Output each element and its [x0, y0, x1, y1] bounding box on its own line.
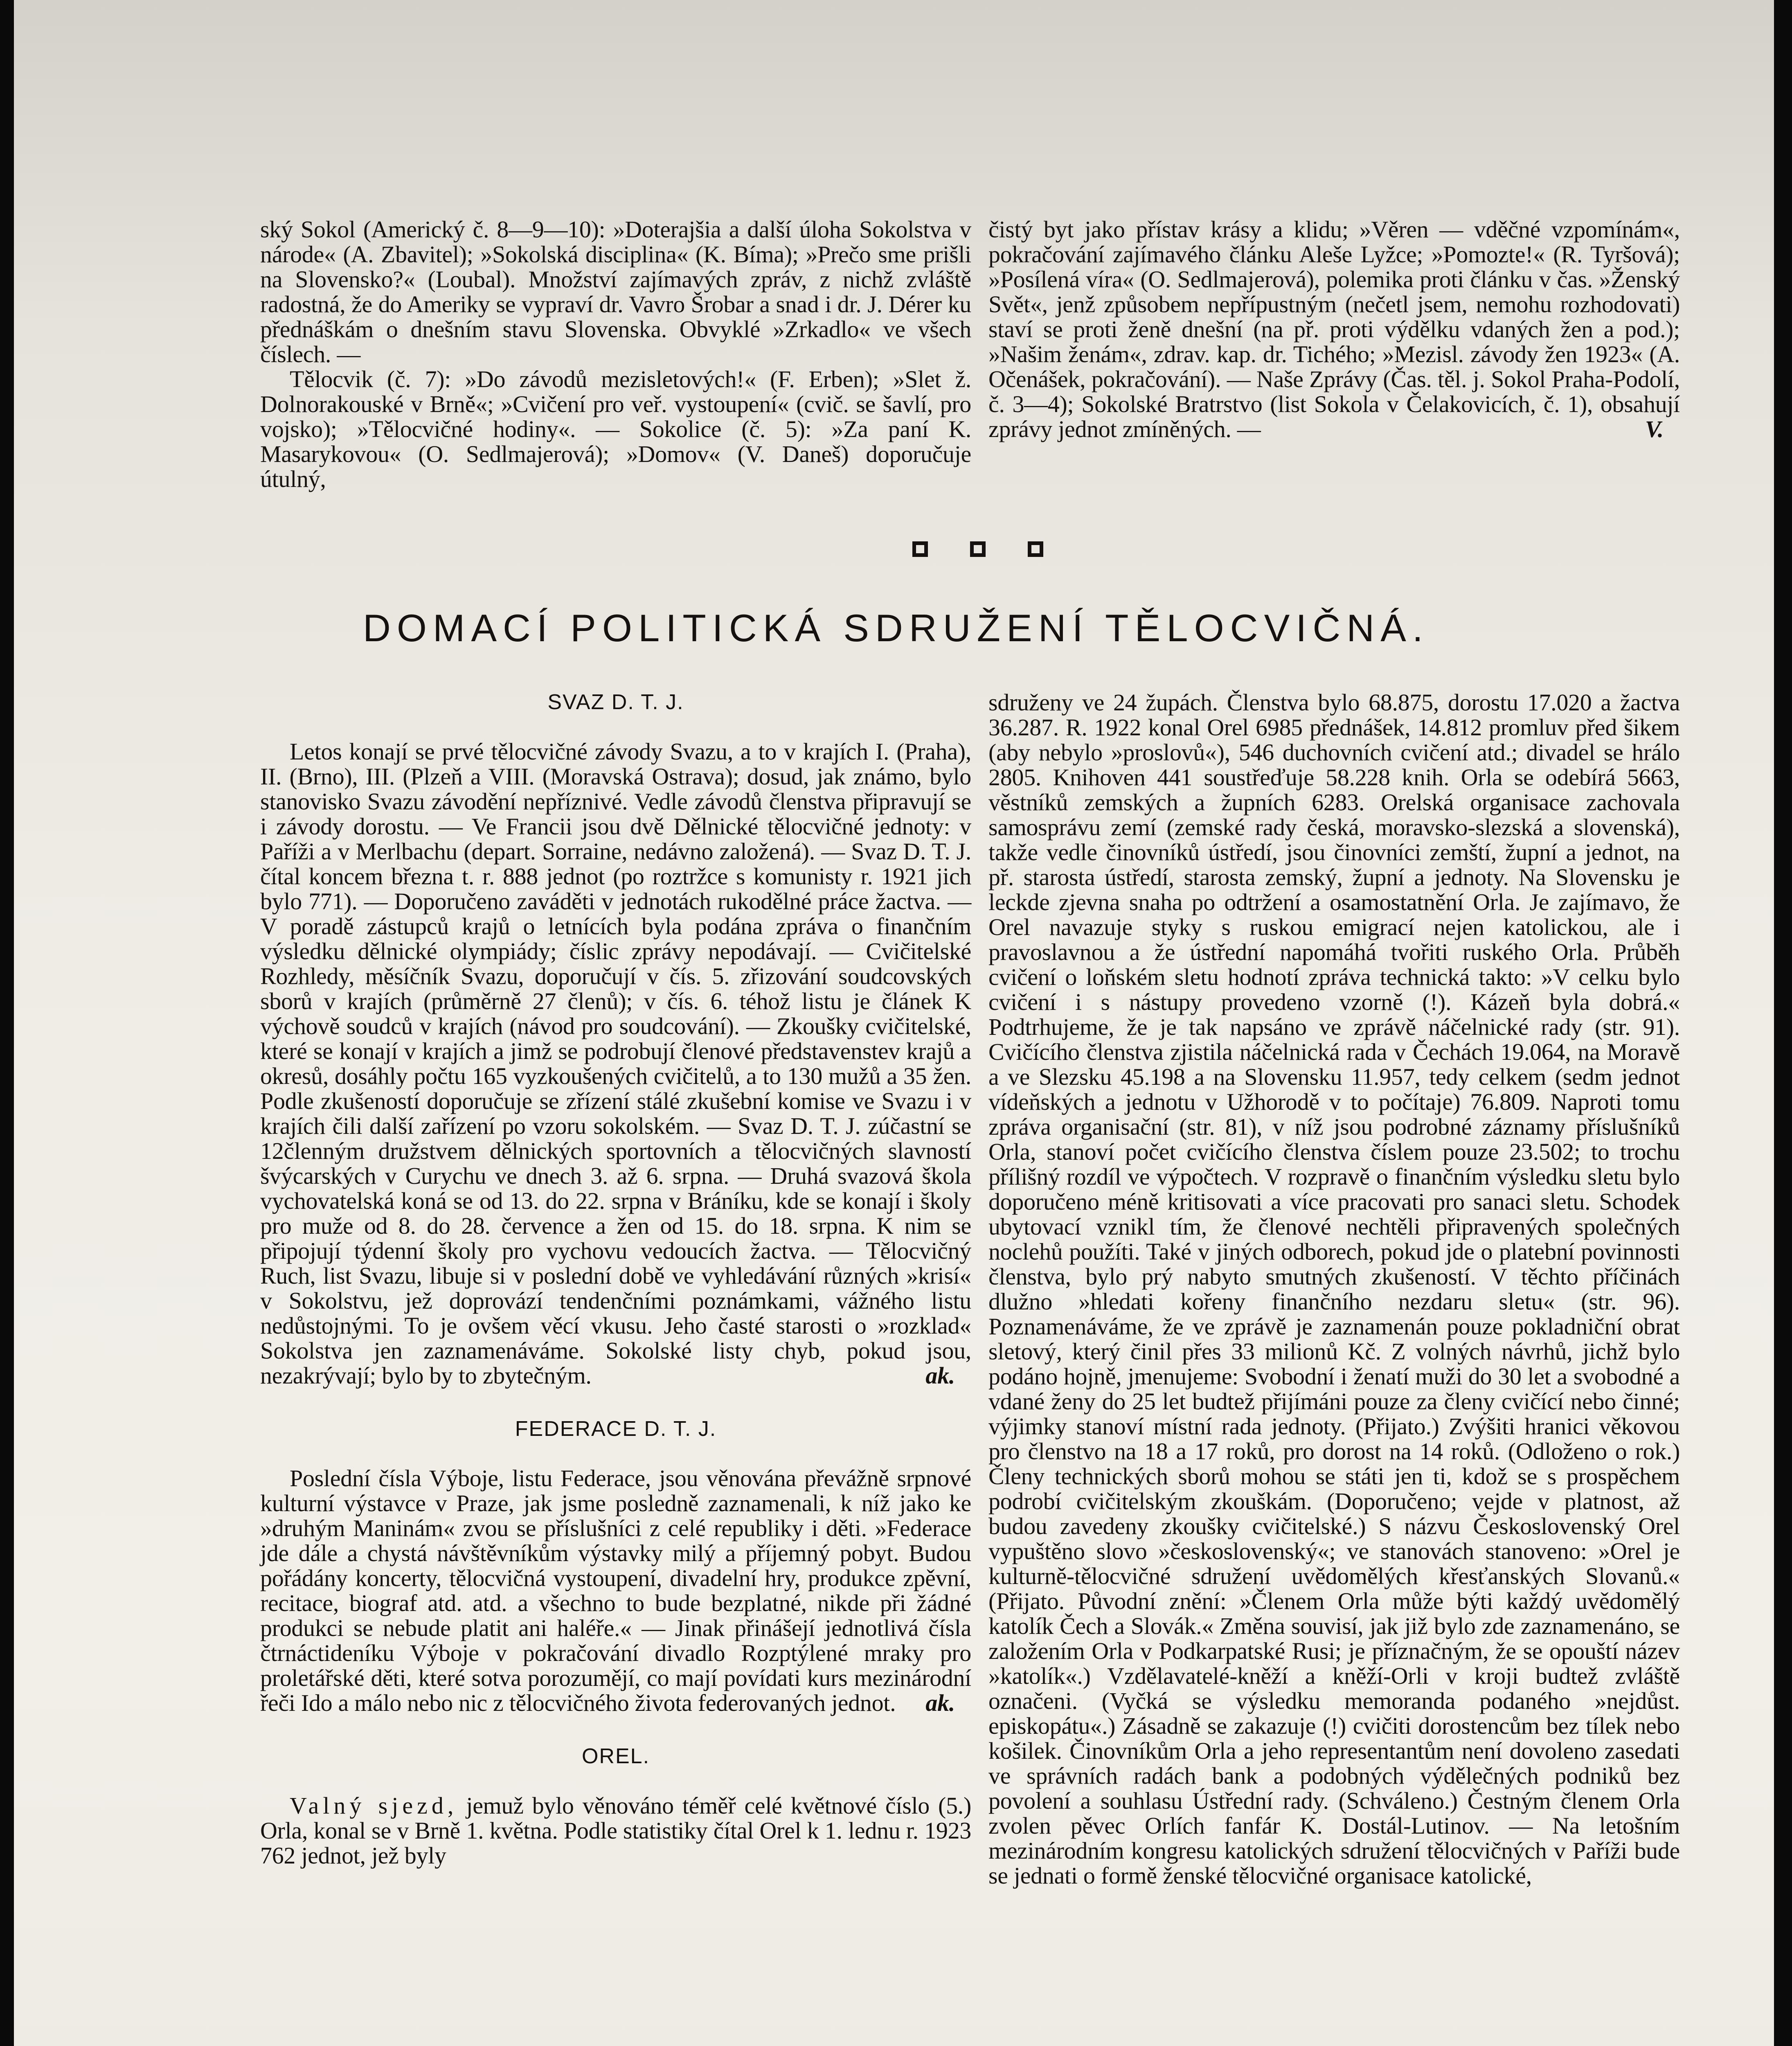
scan-border-left — [0, 0, 14, 2046]
paragraph — [988, 217, 1680, 442]
top-left-column — [260, 217, 971, 491]
section-heading-federace: FEDERACE D. T. J. — [515, 1417, 717, 1441]
federace-text: Poslední čísla Výboje, listu Federace, jsou věnována převážně srpnové kulturní výstavce v Praze, jak jsme posledně zaznamenali, k níž jako ke »druhým Maninám« zvou se příslušníci z celé republiky i děti. »Federace jde dále a chystá návštěvníkům výstavky milý a příjemný pobyt. Budou pořádány koncerty, tělocvičná vystoupení, divadelní hry, produkce zpěvní, recitace, biograf atd. atd. a všechno to bude bezplatné, nikde při žádné produkci se nebude platit ani haléře.« — Jinak přinášejí jednotlivá čísla čtrnáctideníku Výboje v pokračování divadlo Rozptýlené mraky pro proletářské děti, které sotva porozumějí, co mají povídati kurs mezinárodní řeči Ido a málo nebo nic z tělocvičného života federovaných jednot. — [260, 1465, 971, 1716]
federace-paragraph — [260, 1466, 971, 1715]
orel-text: jemuž bylo věnováno téměř celé květnové číslo (5.) Orla, konal se v Brně 1. května. Podle statistiky čítal Orel k 1. lednu r. 1923 762 jednot, jež byly — [260, 1792, 971, 1869]
square-ornament-icon — [912, 541, 928, 557]
svaz-paragraph — [260, 739, 971, 1388]
paragraph: Tělocvik (č. 7): »Do závodů mezisletových!« (F. Erben); »Slet ž. Dolnorakouské v Brně«; »Cvičení pro veř. vystoupení« (cvič. se šavlí, pro vojsko); »Tělocvičné hodiny«. — Sokolice (č. 5): »Za paní K. Masarykovou« (O. Sedlmajerová); »Domov« (V. Daneš) doporučuje útulný, — [260, 366, 971, 492]
section-ornament — [912, 537, 1043, 561]
orel-lead: Valný sjezd, — [290, 1792, 458, 1819]
signature: V. — [1645, 416, 1664, 442]
lower-right-column — [988, 690, 1680, 1888]
scan-border-right — [1774, 0, 1792, 2046]
signature: ak. — [925, 1362, 955, 1389]
orel-paragraph — [260, 1793, 971, 1868]
orel-continued-paragraph: sdruženy ve 24 župách. Členstva bylo 68.875, dorostu 17.020 a žactva 36.287. R. 1922 konal Orel 6985 přednášek, 14.812 promluv před šikem (aby nebylo »proslovů«), 546 duchovních cvičení atd.; divadel se hrálo 2805. Knihoven 441 soustřeďuje 58.228 knih. Orla se odebírá 5663, věstníků zemských a župních 6283. Orelská organisace zachovala samosprávu zemí (zemské rady česká, moravsko-slezská a slovenská), takže vedle činovníků ústředí, jsou činovníci zemští, župní a jednot, na př. starosta ústředí, starosta zemský, župní a jednoty. Na Slovensku je leckde zjevna snaha po odtržení a osamostatnění Orla. Je zajímavo, že Orel navazuje styky s ruskou emigrací nejen katolickou, ale i pravoslavnou a že ústřední napomáhá tvořiti ruského Orla. Průběh cvičení o loňském sletu hodnotí zpráva technická takto: »V celku bylo cvičení i s nástupy provedeno vzorně (!). Kázeň byla dobrá.« Podtrhujeme, že je tak napsáno ve zprávě náčelnické rady (str. 91). Cvičícího členstva zjistila náčelnická rada v Čechách 19.064, na Moravě a ve Slezsku 45.198 a na Slovensku 11.957, tedy celkem (sedm jednot vídeňských a jednotu v Užhorodě v to počítaje) 76.809. Naproti tomu zpráva organisační (str. 81), v níž jsou podrobné záznamy příslušníků Orla, stanoví počet cvičícího členstva číslem pouze 23.502; to trochu přílišný rozdíl ve výpočtech. V rozpravě o finančním výsledku sletu bylo doporučeno méně kritisovati a více pracovati pro sanaci sletu. Schodek ubytovací vznikl tím, že členové nechtěli připravených společných noclehů použíti. Také v jiných odborech, pokud jde o platební povinnosti členstva, bylo prý nabyto smutných zkušeností. V těchto příčinách dlužno »hledati kořeny finančního nezdaru sletu« (str. 96). Poznamenáváme, že ve zprávě je zaznamenán pouze pokladniční obrat sletový, který činil přes 33 milionů Kč. Z volných návrhů, jichž bylo podáno hojně, jmenujeme: Svobodní i ženatí muži do 30 let a svobodné a vdané ženy do 25 let budtež přijímáni pouze za členy cvičící nebo činné; výjimky stanoví místní rada jednoty. (Přijato.) Zvýšiti hranici věkovou pro členstvo na 18 a 17 roků, pro dorost na 14 roků. (Odloženo o rok.) Členy technických sborů mohou se státi jen ti, kdož se s prospěchem podrobí cvičitelským zkouškám. (Doporučeno; vejde v platnost, až budou zavedeny zkoušky cvičitelské.) S názvu Československý Orel vypuštěno slovo »československý«; ve stanovách stanoveno: »Orel je kulturně-tělocvičné sdružení uvědomělých křesťanských Slovanů.« (Přijato. Původní znění: »Členem Orla může býti každý uvědomělý katolík Čech a Slovák.« Změna souvisí, jak již bylo zde zaznamenáno, se založením Orla v Podkarpatské Rusi; je příznačným, že se opouští název »katolík«.) Vzdělavatelé-kněží a kněží-Orli v kroji budtež zvláště označeni. (Vyčká se výsledku memoranda podaného »nejdůst. episkopátu«.) Zásadně se zakazuje (!) cvičiti dorostencům bez tílek nebo košilek. Činovníkům Orla a jeho representantům není dovoleno zasedati ve správních radách bank a podobných výdělečných podniků bez povolení a souhlasu Ústřední rady. (Schváleno.) Čestným členem Orla zvolen pěvec Orlích fanfár K. Dostál-Lutinov. — Na letošním mezinárodním kongresu katolických sdružení tělocvičných v Paříži bude se jednati o formě ženské tělocvičné organisace katolické, — [988, 689, 1680, 1889]
main-title: DOMACÍ POLITICKÁ SDRUŽENÍ TĚLOCVIČNÁ. — [363, 606, 1429, 649]
paragraph-text: čistý byt jako přístav krásy a klidu; »Věren — vděčné vzpomínám«, pokračování zajímavého článku Aleše Lyžce; »Pomozte!« (R. Tyršová); »Posílená víra« (O. Sedlmajerová), polemika proti článku v čas. »Ženský Svět«, jenž způsobem nepřípustným (nečetl jsem, nemohu rozhodovati) staví se proti ženě dnešní (na př. proti výdělku vdaných žen a pod.); »Našim ženám«, zdrav. kap. dr. Tichého; »Mezisl. závody žen 1923« (A. Očenášek, pokračování). — Naše Zprávy (Čas. těl. j. Sokol Praha-Podolí, č. 3—4); Sokolské Bratrstvo (list Sokola v Čelakovicích, č. 1), obsahují zprávy jednot zmíněných. — — [988, 216, 1680, 442]
signature: ak. — [925, 1690, 955, 1716]
section-heading-orel: OREL. — [581, 1744, 650, 1768]
paragraph: ský Sokol (Americký č. 8—9—10): »Doterajšia a další úloha Sokolstva v národe« (A. Zbavitel); »Sokolská disciplina« (K. Bíma); »Prečo sme prišli na Slovensko?« (Loubal). Množství zajímavých zpráv, z nichž zvláště radostná, že do Ameriky se vypraví dr. Vavro Šrobar a snad i dr. J. Dérer ku přednáškám o dnešním stavu Slovenska. Obvyklé »Zrkadlo« ve všech číslech. — — [260, 216, 971, 367]
lower-left-column — [260, 690, 971, 1868]
section-heading-svaz: SVAZ D. T. J. — [547, 690, 684, 714]
top-right-column — [988, 217, 1680, 442]
square-ornament-icon — [1028, 541, 1043, 557]
svaz-text: Letos konají se prvé tělocvičné závody Svazu, a to v krajích I. (Praha), II. (Brno), III. (Plzeň a VIII. (Moravská Ostrava); dosud, jak známo, bylo stanovisko Svazu závodění nepříznivé. Vedle závodů členstva připravují se i závody dorostu. — Ve Francii jsou dvě Dělnické tělocvičné jednoty: v Paříži a v Merlbachu (depart. Sorraine, nedávno založená). — Svaz D. T. J. čítal koncem března t. r. 888 jednot (po roztržce s komunisty r. 1921 jich bylo 771). — Doporučeno zaváděti v jednotách rukodělné práce žactva. — V poradě zástupců krajů o letnících byla podána zpráva o finančním výsledku dělnické olympiády; číslic zprávy nepodávají. — Cvičitelské Rozhledy, měsíčník Svazu, doporučují v čís. 5. zřizování soudcovských sborů v krajích (průměrně 27 členů); v čís. 6. téhož listu je článek K výchově soudců v krajích (návod pro soudcování). — Zkoušky cvičitelské, které se konají v krajích a jimž se podrobují členové představenstev krajů a okresů, dosáhly počtu 165 vyzkoušených cvičitelů, a to 130 mužů a 35 žen. Podle zkušeností doporučuje se zřízení stálé zkušební komise ve Svazu i v krajích čili další zařízení po vzoru sokolském. — Svaz D. T. J. zúčastní se 12členným družstvem dělnických sportovních a tělocvičných slavností švýcarských v Curychu ve dnech 3. až 6. srpna. — Druhá svazová škola vychovatelská koná se od 13. do 22. srpna v Bráníku, kde se konají i školy pro muže od 8. do 28. července a žen od 15. do 18. srpna. K nim se připojují týdenní školy pro vychovu vedoucích žactva. — Tělocvičný Ruch, list Svazu, libuje si v poslední době ve vyhledávání různých »krisí« v Sokolstvu, jež doprovází tendenčními poznámkami, vážného listu nedůstojnými. To je ovšem věcí vkusu. Jeho časté starosti o »rozklad« Sokolstva jen zaznamenáváme. Sokolské listy chyb, pokud jsou, nezakrývají; bylo by to zbytečným. — [260, 738, 971, 1389]
square-ornament-icon — [970, 541, 986, 557]
